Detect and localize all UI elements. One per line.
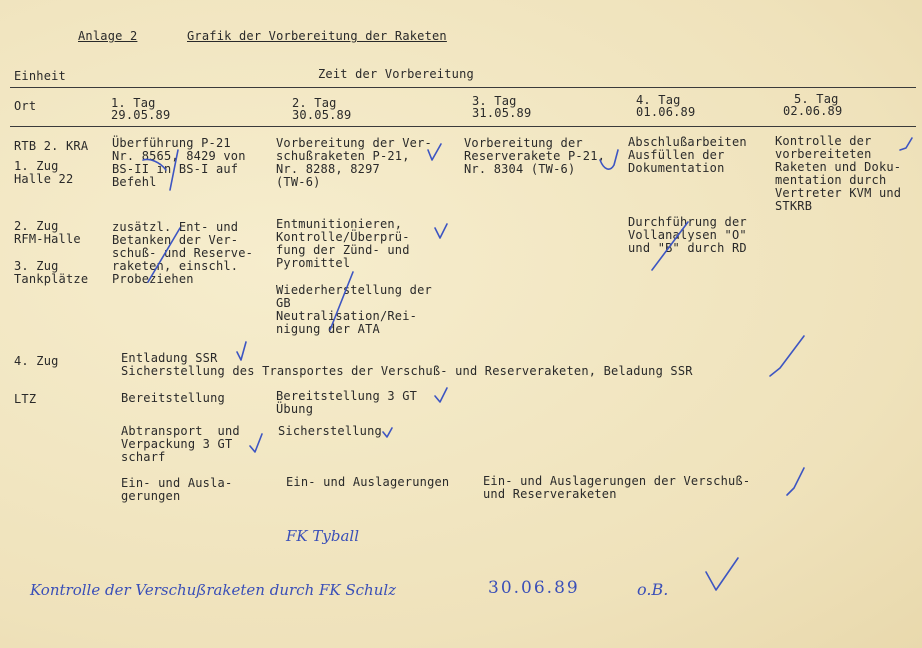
cell-ltz-day1-a: Bereitstellung xyxy=(121,391,225,405)
document-title: Grafik der Vorbereitung der Raketen xyxy=(187,29,447,43)
cell-ltz-day1-c: Ein- und Ausla- gerungen xyxy=(121,476,233,503)
handwritten-control-date: 30.06.89 xyxy=(488,578,580,598)
cell-row2-day2-b: Wiederherstellung der GB Neutralisation/Rei- nigung der ATA xyxy=(276,283,432,336)
day-1-label: 1. Tag xyxy=(111,96,156,110)
unit-ltz: LTZ xyxy=(14,392,37,406)
day-4-date: 01.06.89 xyxy=(636,105,696,119)
cell-row2-day1: zusätzl. Ent- und Betanken der Ver- schuß- und Reserve- raketen, einschl. Probeziehen xyxy=(112,220,254,286)
handwritten-ob-mark: o.B. xyxy=(637,580,669,599)
day-3-date: 31.05.89 xyxy=(472,106,532,120)
cell-row1-day5: Kontrolle der vorbereiteten Raketen und Doku- mentation durch Vertreter KVM und STKRB xyxy=(775,134,902,213)
cell-row1-day1: Überführung P-21 Nr. 8565, 8429 von BS-II in BS-I auf Befehl xyxy=(112,136,246,189)
day-4-label: 4. Tag xyxy=(636,93,681,107)
day-1-date: 29.05.89 xyxy=(111,108,171,122)
cell-row1-day3: Vorbereitung der Reserverakete P-21, Nr. 8304 (TW-6) xyxy=(464,136,606,176)
day-5-date: 02.06.89 xyxy=(783,104,843,118)
unit-zug-2: 2. Zug RFM-Halle xyxy=(14,219,81,246)
column-header-ort: Ort xyxy=(14,99,37,113)
cell-zug4-transport: Entladung SSR Sicherstellung des Transportes der Verschuß- und Reserveraketen, Beladung SSR xyxy=(121,351,693,378)
check-mark xyxy=(706,558,738,590)
cell-row2-day4: Durchführung der Vollanalysen "O" und "B" durch RD xyxy=(628,215,747,255)
day-3-label: 3. Tag xyxy=(472,94,517,108)
unit-zug-1: 1. Zug Halle 22 xyxy=(14,159,74,186)
check-mark xyxy=(900,138,912,150)
check-mark xyxy=(435,388,447,402)
check-mark xyxy=(383,428,392,437)
day-5-label: 5. Tag xyxy=(794,92,839,106)
check-mark xyxy=(787,468,804,495)
day-2-label: 2. Tag xyxy=(292,96,337,110)
column-header-zeit: Zeit der Vorbereitung xyxy=(318,67,474,81)
cell-ltz-day2-c: Ein- und Auslagerungen xyxy=(286,475,450,489)
handwritten-fk-signature: FK Tyball xyxy=(286,527,360,545)
header-divider-top xyxy=(10,87,916,88)
cell-ltz-day2-b: Sicherstellung xyxy=(278,424,382,438)
cell-ltz-day3-c: Ein- und Auslagerungen der Verschuß- und Reserveraketen xyxy=(483,474,751,501)
unit-zug-3: 3. Zug Tankplätze xyxy=(14,259,89,286)
header-divider-bottom xyxy=(10,126,916,127)
handwritten-control-note: Kontrolle der Verschußraketen durch FK Schulz xyxy=(30,581,397,599)
cell-row1-day2: Vorbereitung der Ver- schußraketen P-21, Nr. 8288, 8297 (TW-6) xyxy=(276,136,432,189)
check-mark xyxy=(770,336,804,376)
cell-ltz-day2-a: Bereitstellung 3 GT Übung xyxy=(276,389,418,416)
cell-row1-day4: Abschlußarbeiten Ausfüllen der Dokumentation xyxy=(628,135,747,175)
unit-zug-4: 4. Zug xyxy=(14,354,59,368)
check-mark xyxy=(250,434,262,452)
unit-rtb: RTB 2. KRA xyxy=(14,139,89,153)
cell-row2-day2: Entmunitionieren, Kontrolle/Überprü- fung der Zünd- und Pyromittel xyxy=(276,217,410,270)
check-mark xyxy=(435,224,447,238)
column-header-einheit: Einheit xyxy=(14,69,66,83)
day-2-date: 30.05.89 xyxy=(292,108,352,122)
cell-ltz-day1-b: Abtransport und Verpackung 3 GT scharf xyxy=(121,424,240,464)
annex-label: Anlage 2 xyxy=(78,29,138,43)
